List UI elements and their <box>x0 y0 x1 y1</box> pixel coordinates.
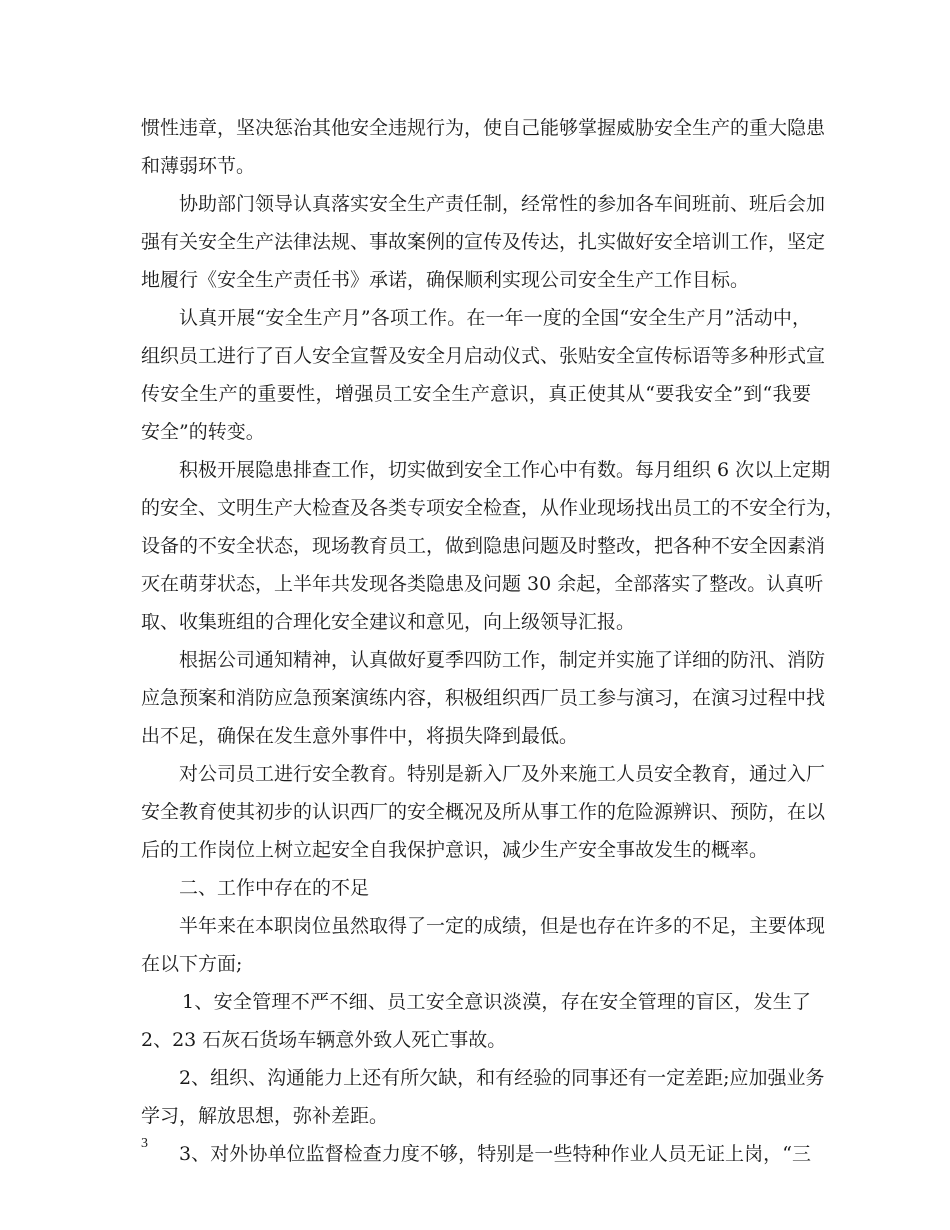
text-line: 传安全生产的重要性，增强员工安全生产意识，真正使其从“要我安全”到“我要 <box>141 383 811 405</box>
text-line: 惯性违章，坚决惩治其他安全违规行为，使自己能够掌握威胁安全生产的重大隐患 <box>141 117 826 139</box>
text-line: 安全教育使其初步的认识西厂的安全概况及所从事工作的危险源辨识、预防，在以 <box>141 801 826 823</box>
document-body <box>141 109 845 1173</box>
text-line: 安全”的转变。 <box>141 421 265 443</box>
text-line: 应急预案和消防应急预案演练内容，积极组织西厂员工参与演习，在演习过程中找 <box>141 687 826 709</box>
list-item-line: 3、对外协单位监督检查力度不够，特别是一些特种作业人员无证上岗，“三 <box>179 1143 811 1165</box>
text-line: 后的工作岗位上树立起安全自我保护意识，减少生产安全事故发生的概率。 <box>141 839 769 861</box>
paragraph-start-line: 认真开展“安全生产月”各项工作。在一年一度的全国“安全生产月”活动中， <box>179 307 811 329</box>
text-line: 的安全、文明生产大检查及各类专项安全检查，从作业现场找出员工的不安全行为， <box>141 497 845 519</box>
text-line: 设备的不安全状态，现场教育员工，做到隐患问题及时整改，把各种不安全因素消 <box>141 535 826 557</box>
list-item-line: 2、组织、沟通能力上还有所欠缺，和有经验的同事还有一定差距;应加强业务 <box>179 1067 825 1089</box>
text-line: 灭在萌芽状态，上半年共发现各类隐患及问题 30 余起，全部落实了整改。认真听 <box>141 573 824 595</box>
list-item-line: 1、安全管理不严不细、员工安全意识淡漠，存在安全管理的盲区，发生了 <box>182 991 811 1013</box>
text-line: 强有关安全生产法律法规、事故案例的宣传及传达，扎实做好安全培训工作，坚定 <box>141 231 826 253</box>
paragraph-start-line: 对公司员工进行安全教育。特别是新入厂及外来施工人员安全教育，通过入厂 <box>179 763 826 785</box>
text-line: 2、23 石灰石货场车辆意外致人死亡事故。 <box>141 1029 507 1051</box>
paragraph-start-line: 半年来在本职岗位虽然取得了一定的成绩，但是也存在许多的不足，主要体现 <box>179 915 826 937</box>
paragraph-start-line: 协助部门领导认真落实安全生产责任制，经常性的参加各车间班前、班后会加 <box>179 193 826 215</box>
section-heading: 二、工作中存在的不足 <box>179 877 370 899</box>
paragraph-start-line: 根据公司通知精神，认真做好夏季四防工作，制定并实施了详细的防汛、消防 <box>179 649 826 671</box>
text-line: 出不足，确保在发生意外事件中，将损失降到最低。 <box>141 725 579 747</box>
text-line: 在以下方面; <box>141 953 243 975</box>
text-line: 和薄弱环节。 <box>141 155 256 177</box>
paragraph-start-line: 积极开展隐患排查工作，切实做到安全工作心中有数。每月组织 6 次以上定期 <box>179 459 831 481</box>
text-line: 地履行《安全生产责任书》承诺，确保顺利实现公司安全生产工作目标。 <box>141 269 750 291</box>
text-line: 取、收集班组的合理化安全建议和意见，向上级领导汇报。 <box>141 611 636 633</box>
text-line: 学习，解放思想，弥补差距。 <box>141 1105 389 1127</box>
text-line: 组织员工进行了百人安全宣誓及安全月启动仪式、张贴安全宣传标语等多种形式宣 <box>141 345 826 367</box>
page-number: 3 <box>141 1136 148 1151</box>
